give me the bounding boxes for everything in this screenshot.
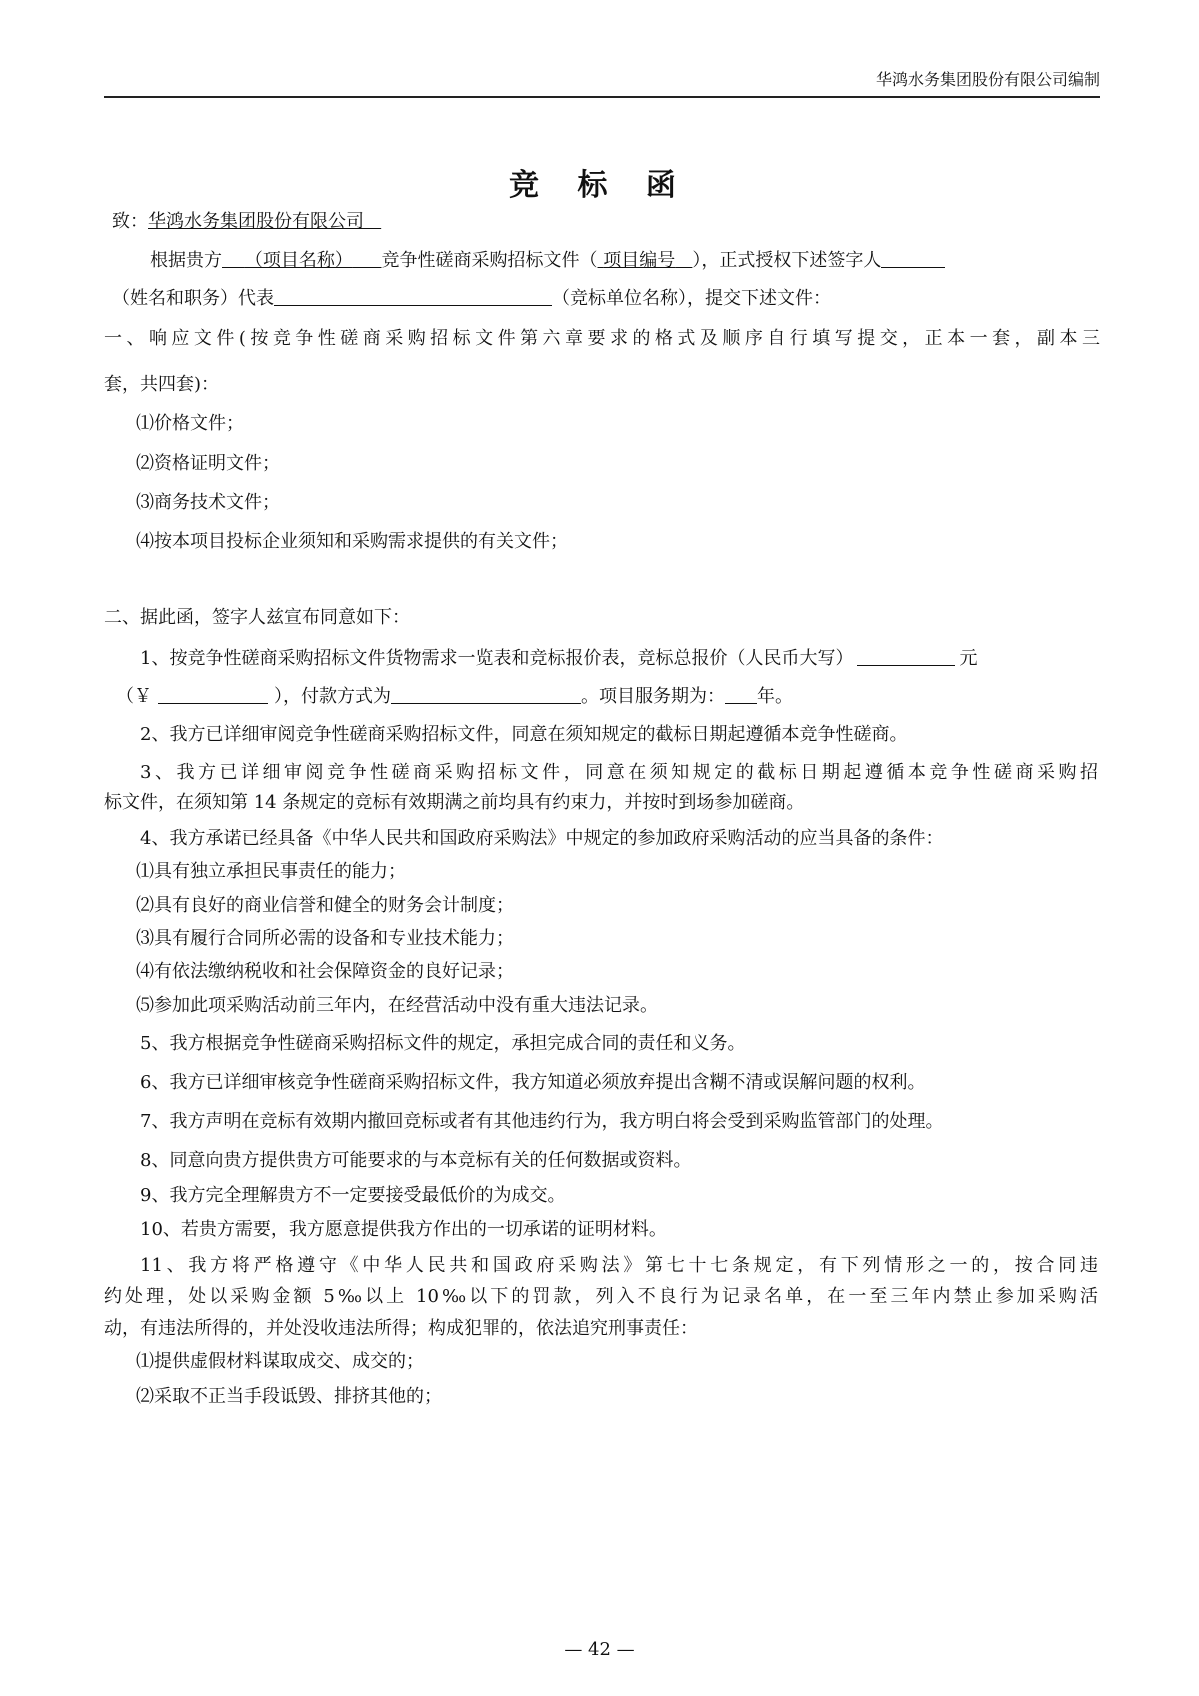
total-price-figures-blank (158, 683, 268, 704)
clause-1-line1: 1、按竞争性磋商采购招标文件货物需求一览表和竞标报价表，竞标总报价（人民币大写） 元 (140, 645, 977, 672)
clause-9: 9、我方完全理解贵方不一定要接受最低价的为成交。 (140, 1185, 566, 1206)
project-name-blank: （项目名称） (244, 250, 353, 271)
document-title: 竞 标 函 (509, 168, 690, 203)
clause-8: 8、同意向贵方提供贵方可能要求的与本竞标有关的任何数据或资料。 (140, 1150, 692, 1171)
section1-item: ⑶商务技术文件； (136, 492, 280, 513)
clause-7: 7、我方声明在竞标有效期内撤回竞标或者有其他违约行为，我方明白将会受到采购监管部门的处理。 (140, 1111, 944, 1132)
section1-item: ⑷按本项目投标企业须知和采购需求提供的有关文件； (136, 531, 568, 552)
addressee-prefix: 致： (112, 211, 148, 232)
clause-11-line3: 动，有违法所得的，并处没收违法所得；构成犯罪的，依法追究刑事责任： (104, 1318, 698, 1339)
clause-11-line2: 约处理，处以采购金额 5‰以上 10‰以下的罚款，列入不良行为记录名单，在一至三年内禁止参加采购活 (104, 1286, 1098, 1307)
total-price-words-blank (857, 645, 955, 666)
header-org: 华鸿水务集团股份有限公司编制 (875, 70, 1100, 89)
clause-4-item: ⑶具有履行合同所必需的设备和专业技术能力； (136, 928, 514, 949)
clause-4: 4、我方承诺已经具备《中华人民共和国政府采购法》中规定的参加政府采购活动的应当具备的条件： (140, 828, 944, 849)
section2-heading: 二、据此函，签字人兹宣布同意如下： (104, 607, 410, 628)
addressee-company: 华鸿水务集团股份有限公司 (148, 211, 364, 232)
project-number-blank: 项目编号 (603, 250, 676, 271)
intro-line-2: （姓名和职务）代表 （竞标单位名称），提交下述文件： (112, 285, 831, 312)
clause-11-item: ⑴提供虚假材料谋取成交、成交的； (136, 1351, 424, 1372)
clause-3-line1: 3、我方已详细审阅竞争性磋商采购招标文件，同意在须知规定的截标日期起遵循本竞争性磋商采购招 (140, 762, 1098, 783)
clause-5: 5、我方根据竞争性磋商采购招标文件的规定，承担完成合同的责任和义务。 (140, 1033, 746, 1054)
clause-4-item: ⑴具有独立承担民事责任的能力； (136, 861, 406, 882)
clause-4-item: ⑵具有良好的商业信誉和健全的财务会计制度； (136, 895, 514, 916)
page-header (104, 68, 1100, 98)
clause-11-line1: 11、我方将严格遵守《中华人民共和国政府采购法》第七十七条规定，有下列情形之一的，按合同违 (140, 1255, 1098, 1276)
addressee-line (112, 209, 381, 235)
clause-3-line2: 标文件，在须知第 14 条规定的竞标有效期满之前均具有约束力，并按时到场参加磋商。 (104, 792, 805, 813)
bidder-name-blank (274, 285, 552, 306)
clause-4-item: ⑸参加此项采购活动前三年内，在经营活动中没有重大违法记录。 (136, 995, 658, 1016)
service-period-blank (725, 683, 757, 704)
clause-1-line2: （￥ ），付款方式为 。项目服务期为： 年。 (116, 683, 793, 710)
section1-item: ⑵资格证明文件； (136, 453, 280, 474)
section1-line1: 一、响应文件(按竞争性磋商采购招标文件第六章要求的格式及顺序自行填写提交，正本一套，副本三 (104, 328, 1100, 349)
section1-item: ⑴价格文件； (136, 413, 244, 434)
clause-4-item: ⑷有依法缴纳税收和社会保障资金的良好记录； (136, 961, 514, 982)
intro-line-1: 根据贵方 （项目名称） 竞争性磋商采购招标文件（ 项目编号 ），正式授权下述签字人 (150, 247, 945, 274)
clause-11-item: ⑵采取不正当手段诋毁、排挤其他的； (136, 1386, 442, 1407)
signer-blank (881, 247, 945, 268)
clause-6: 6、我方已详细审核竞争性磋商采购招标文件，我方知道必须放弃提出含糊不清或误解问题的权利。 (140, 1072, 926, 1093)
payment-method-blank (391, 683, 581, 704)
clause-2: 2、我方已详细审阅竞争性磋商采购招标文件，同意在须知规定的截标日期起遵循本竞争性磋商。 (140, 724, 908, 745)
clause-10: 10、若贵方需要，我方愿意提供我方作出的一切承诺的证明材料。 (140, 1219, 667, 1240)
page-number: — 42 — (564, 1639, 635, 1660)
section1-line2: 套，共四套)： (104, 374, 220, 395)
